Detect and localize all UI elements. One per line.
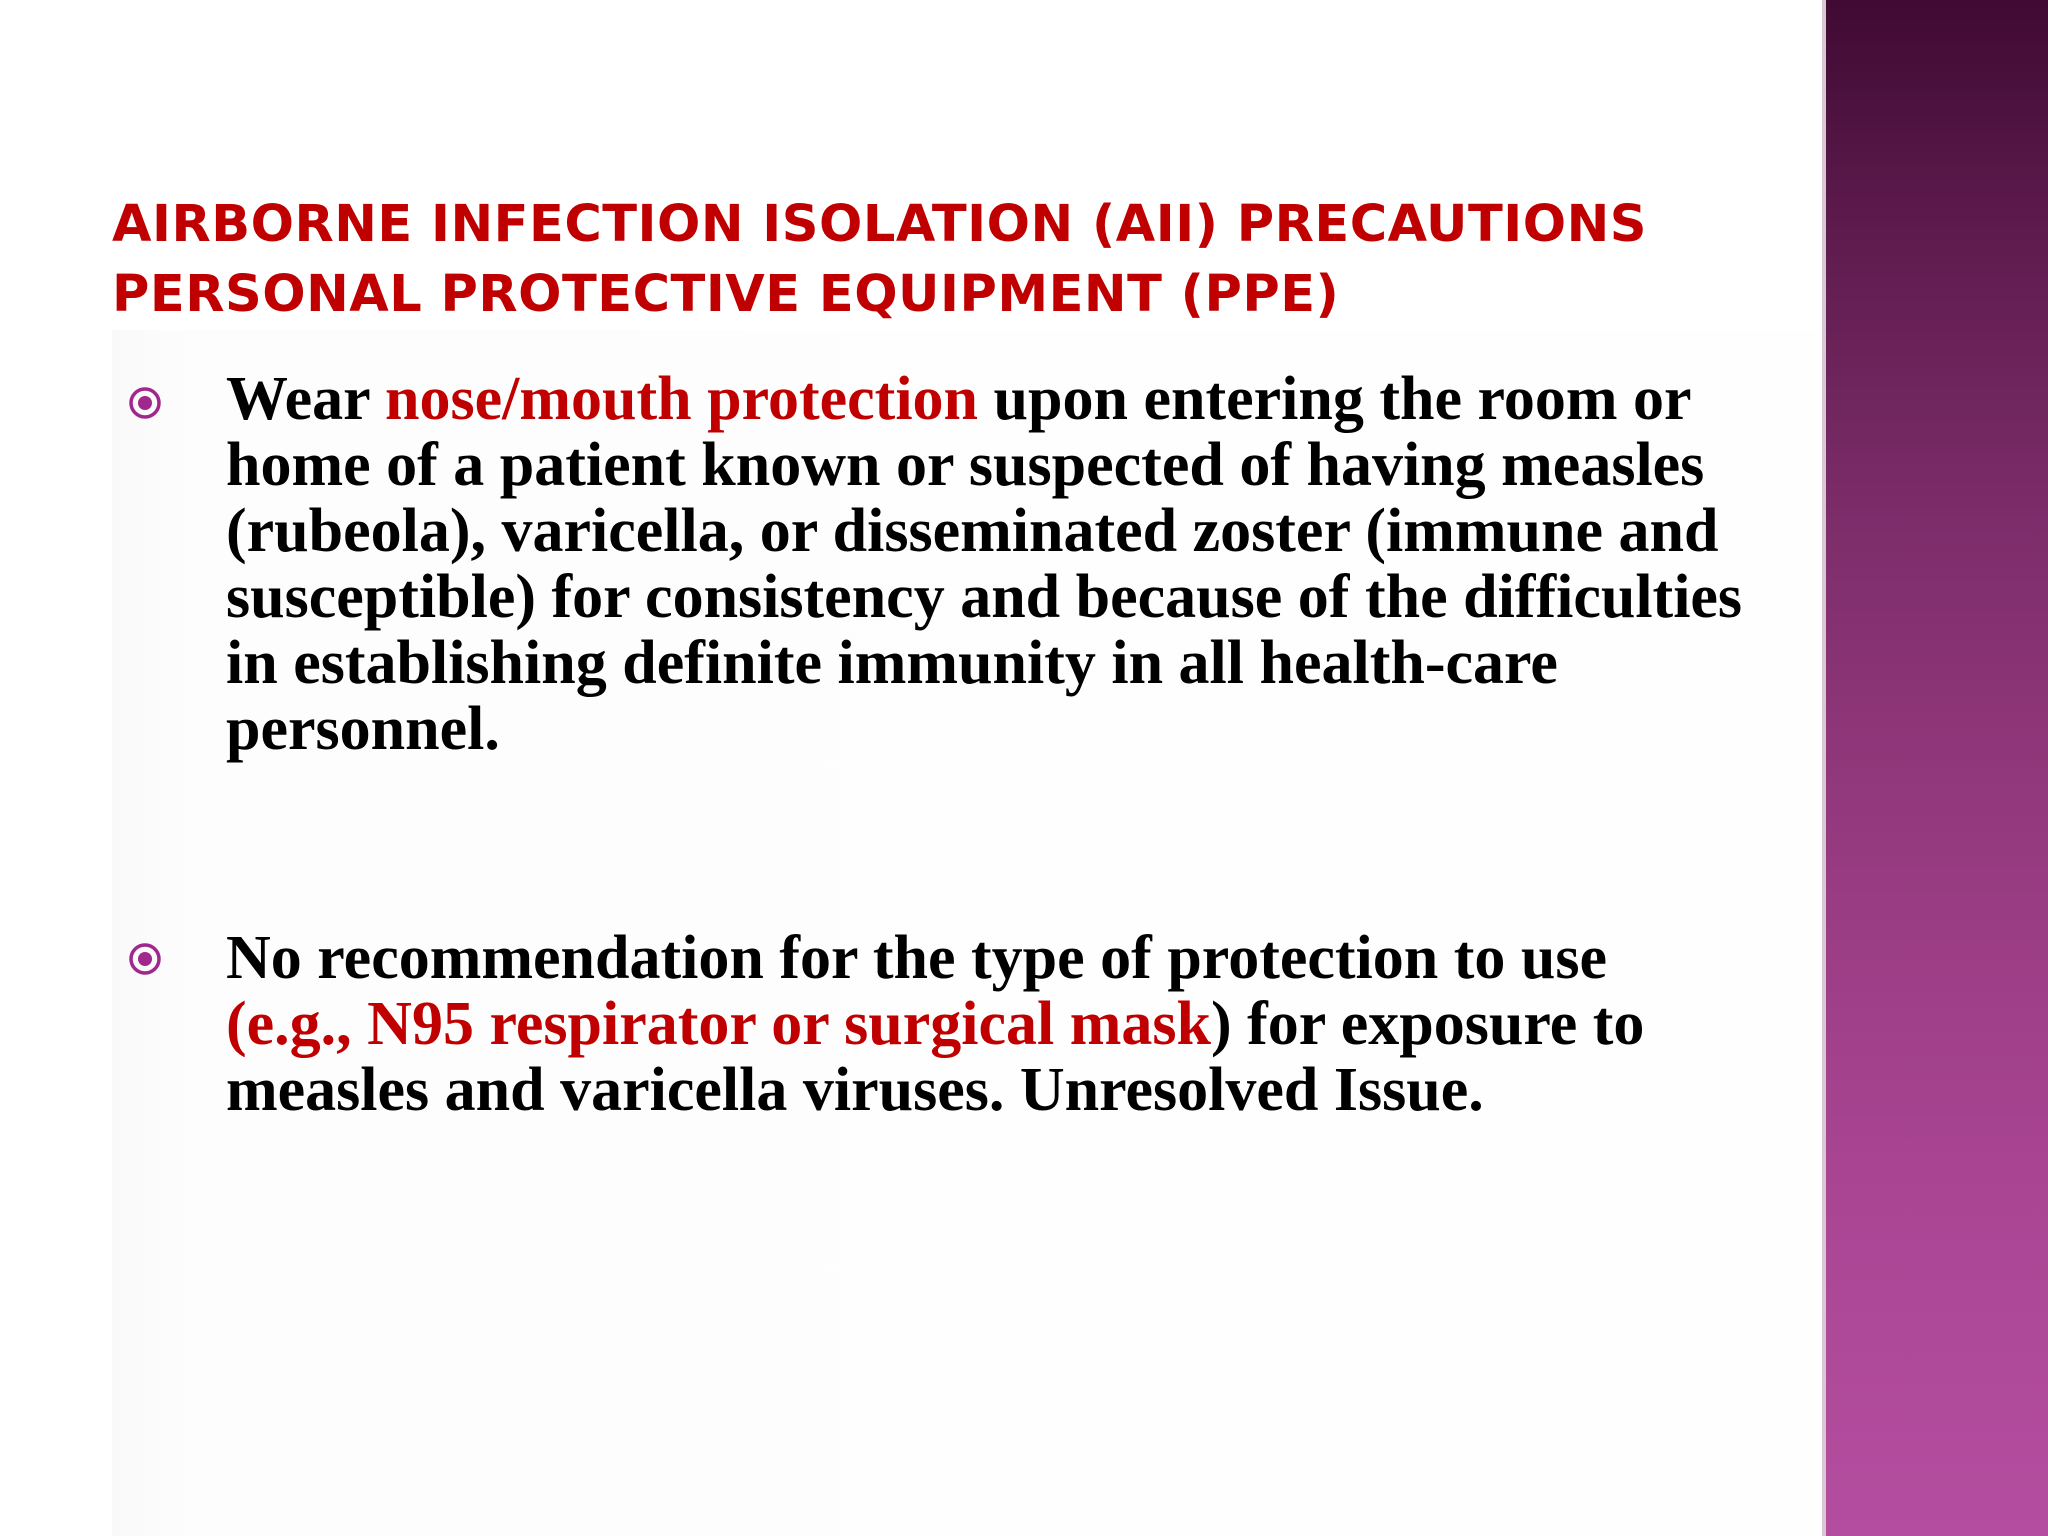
bullet-1-text-start: Wear: [226, 365, 385, 433]
bullet-item-2: [226, 925, 1746, 1123]
circled-dot-bullet-icon: [126, 940, 164, 978]
title-line-1: AIRBORNE INFECTION ISOLATION (AII) PRECAUTIONS: [112, 195, 1647, 254]
bullet-2-highlight: (e.g., N95 respirator or surgical mask: [226, 990, 1212, 1058]
title-line-2: PERSONAL PROTECTIVE EQUIPMENT (PPE): [112, 265, 1340, 324]
circled-dot-bullet-icon: [126, 384, 164, 422]
bullet-2-text-start: No recommendation for the type of protection to use: [226, 924, 1608, 992]
decorative-sidebar: [1826, 0, 2048, 1536]
bullet-2-text-end: ) for exposure to measles and varicella viruses. Unresolved Issue.: [226, 990, 1645, 1124]
bullet-item-1: [226, 366, 1746, 762]
bullet-1-text-end: upon entering the room or home of a patient known or suspected of having measles (rubeola), varicella, or disseminated zoster (immune and susceptible) for consistency and because of the difficulties in establishing definite immunity in all health-care personnel.: [226, 365, 1743, 763]
bullet-1-highlight: nose/mouth protection: [385, 365, 979, 433]
